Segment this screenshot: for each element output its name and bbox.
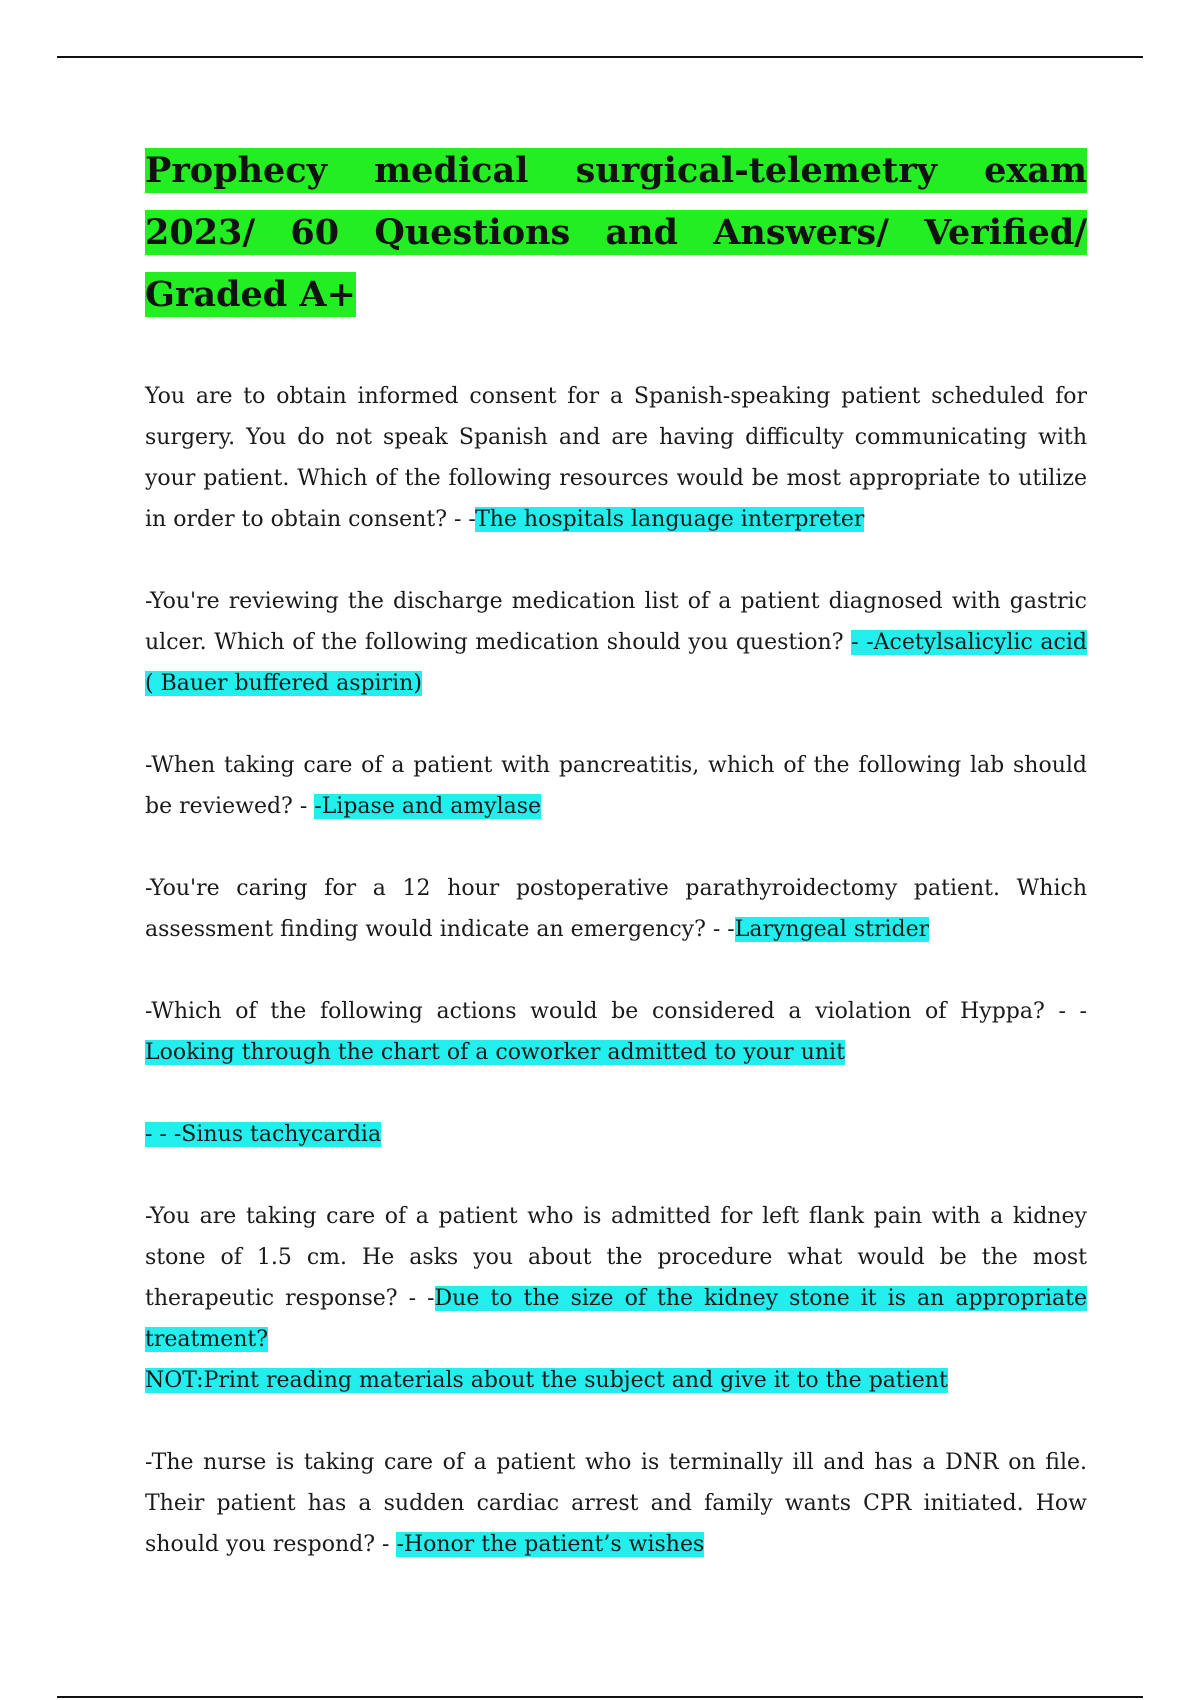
qa-item-7 xyxy=(145,1196,1087,1401)
answer-text: The hospitals language interpreter xyxy=(475,507,865,532)
answer-text: -Honor the patient’s wishes xyxy=(396,1532,705,1557)
qa-item-2 xyxy=(145,581,1087,704)
question-text: -Which of the following actions would be considered a violation of Hyppa? - - xyxy=(145,999,1087,1024)
answer-text: - - -Sinus tachycardia xyxy=(145,1122,382,1147)
qa-item-4 xyxy=(145,868,1087,950)
qa-item-6 xyxy=(145,1114,1087,1155)
question-text: -You are taking care of a patient who is admitted for left flank pain with a kidney stone of 1.5 cm. He asks you about the procedure what would be the most therapeutic response? - - xyxy=(145,1204,1087,1311)
qa-item-8 xyxy=(145,1442,1087,1565)
document-title-text: Prophecy medical surgical-telemetry exam 2023/ 60 Questions and Answers/ Verified/ Graded A+ xyxy=(145,150,1087,315)
qa-item-5 xyxy=(145,991,1087,1073)
answer-text: - -Acetylsalicylic acid ( Bauer buffered aspirin) xyxy=(145,630,1087,696)
qa-item-3 xyxy=(145,745,1087,827)
question-text: You are to obtain informed consent for a Spanish-speaking patient scheduled for surgery. You do not speak Spanish and are having difficulty communicating with your patient. Which of the following resources would be most appropriate to utilize in order to obtain consent? - - xyxy=(145,384,1087,532)
answer-text: Looking through the chart of a coworker admitted to your unit xyxy=(145,1040,845,1065)
bottom-rule xyxy=(57,1696,1143,1698)
answer-note: NOT:Print reading materials about the subject and give it to the patient xyxy=(145,1368,948,1393)
question-text: -You're caring for a 12 hour postoperative parathyroidectomy patient. Which assessment finding would indicate an emergency? - - xyxy=(145,876,1087,942)
qa-item-1 xyxy=(145,376,1087,540)
answer-text: -Lipase and amylase xyxy=(314,794,542,819)
answer-text: Due to the size of the kidney stone it is an appropriate treatment? xyxy=(145,1286,1088,1352)
question-text: -When taking care of a patient with pancreatitis, which of the following lab should be reviewed? - xyxy=(145,753,1087,819)
question-text: -You're reviewing the discharge medication list of a patient diagnosed with gastric ulcer. Which of the following medication should you question? xyxy=(145,589,1087,655)
top-rule xyxy=(57,56,1143,58)
answer-text: Laryngeal strider xyxy=(734,917,930,942)
document-body xyxy=(145,140,1087,1606)
question-text: -The nurse is taking care of a patient who is terminally ill and has a DNR on file. Their patient has a sudden cardiac arrest and family wants CPR initiated. How should you respond? - xyxy=(145,1450,1087,1557)
document-title xyxy=(145,140,1087,326)
